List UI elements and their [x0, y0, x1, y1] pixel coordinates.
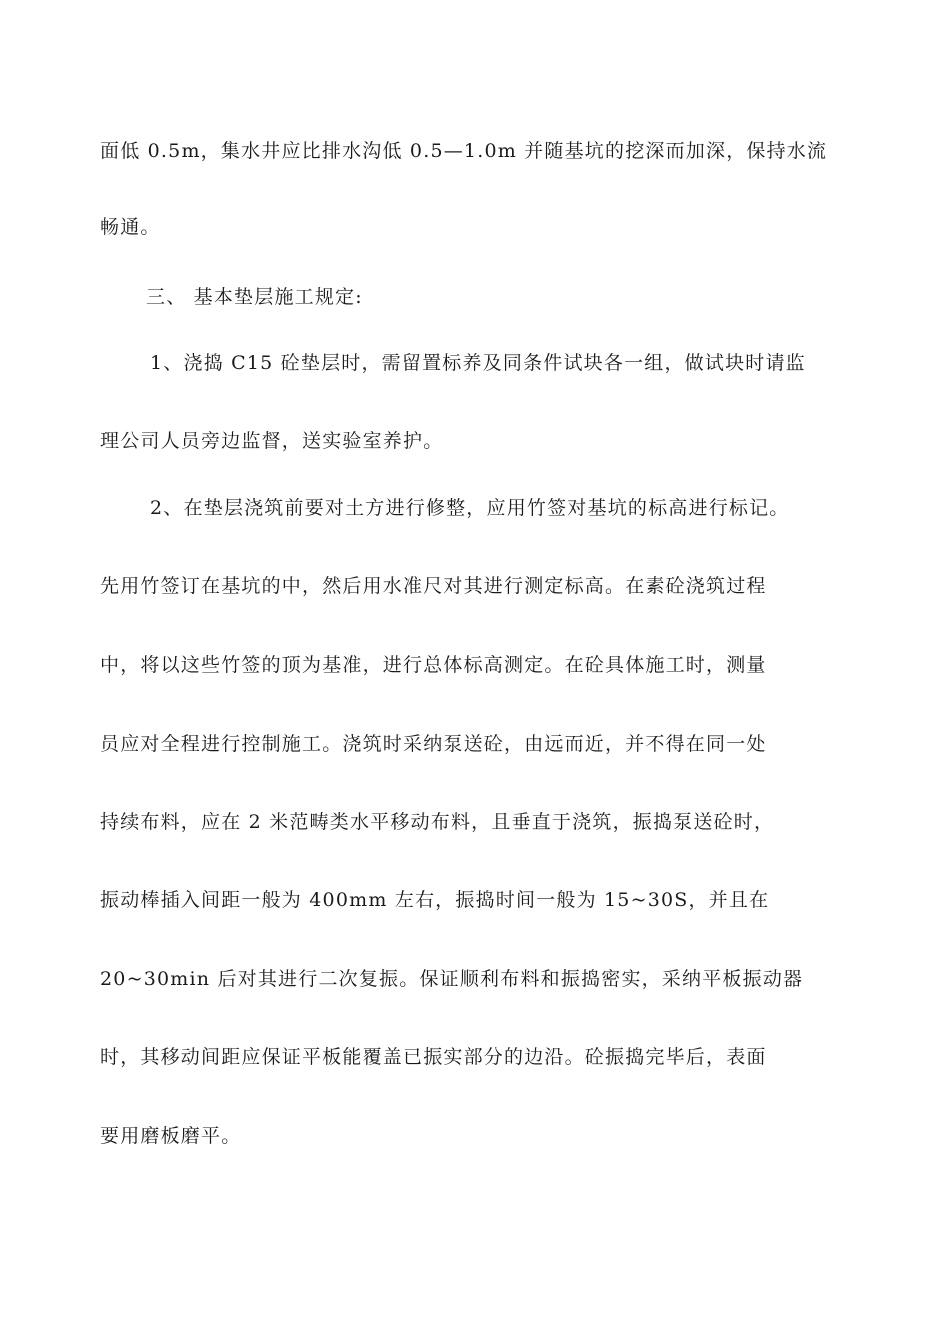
list-item-2-line-9: 要用磨板磨平。: [100, 1125, 242, 1147]
list-item-2-line-5: 持续布料，应在 2 米范畴类水平移动布料，且垂直于浇筑，振捣泵送砼时，: [100, 811, 775, 833]
list-item-2-line-8: 时，其移动间距应保证平板能覆盖已振实部分的边沿。砼振捣完毕后，表面: [100, 1046, 767, 1068]
list-item-2-line-7: 20~30min 后对其进行二次复振。保证顺利布料和振捣密实，采纳平板振动器: [100, 968, 804, 990]
paragraph-line-1: 面低 0.5m，集水井应比排水沟低 0.5—1.0m 并随基坑的挖深而加深，保持水流: [100, 140, 828, 162]
list-item-2-line-4: 员应对全程进行控制施工。浇筑时采纳泵送砼，由远而近，并不得在同一处: [100, 733, 767, 755]
section-heading: 三、 基本垫层施工规定:: [146, 286, 363, 308]
paragraph-line-2: 畅通。: [100, 216, 161, 238]
list-item-2-line-6: 振动棒插入间距一般为 400mm 左右，振捣时间一般为 15~30S，并且在: [100, 889, 770, 911]
list-item-1-line-1: 1、浇捣 C15 砼垫层时，需留置标养及同条件试块各一组，做试块时请监: [150, 352, 806, 374]
list-item-2-line-2: 先用竹签订在基坑的中，然后用水准尺对其进行测定标高。在素砼浇筑过程: [100, 575, 767, 597]
list-item-2-line-1: 2、在垫层浇筑前要对土方进行修整，应用竹签对基坑的标高进行标记。: [150, 497, 790, 519]
list-item-2-line-3: 中，将以这些竹签的顶为基准，进行总体标高测定。在砼具体施工时，测量: [100, 654, 767, 676]
list-item-1-line-2: 理公司人员旁边监督，送实验室养护。: [100, 430, 444, 452]
